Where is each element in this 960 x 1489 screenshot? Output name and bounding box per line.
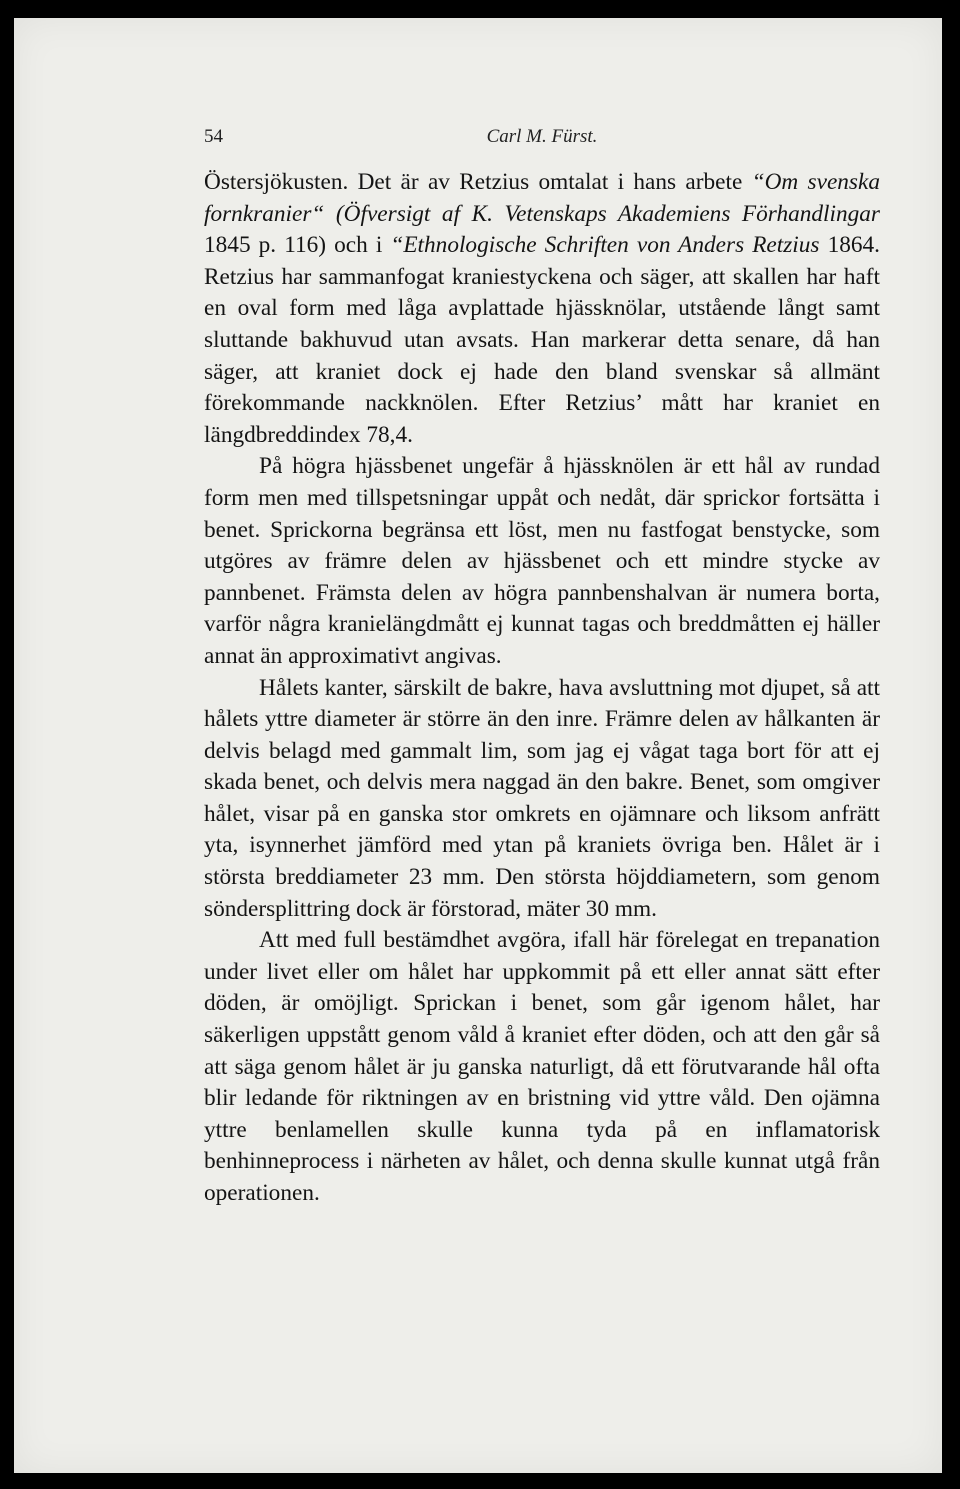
book-page: [14, 18, 942, 1473]
paragraph-1: [204, 167, 880, 451]
p1-text-a: Östersjökusten. Det är av Retzius omtalat i hans arbete: [204, 169, 752, 195]
running-head: Carl M. Fürst.: [486, 126, 598, 147]
paragraph-2: På högra hjässbenet ungefär å hjässknölen är ett hål av rundad form men med tillspetsningar uppåt och nedåt, där sprickor fortsätta i benet. Sprickorna begränsa ett löst, men nu fastfogat benstycke, som utgöres av främre delen av hjässbenet och ett mindre stycke av pannbenet. Främsta delen av högra pannbenshalvan är numera borta, varför några kranielängdmått ej kunnat tagas och breddmåtten ej häller annat än approximativt angivas.: [204, 453, 880, 669]
paragraph-3: Hålets kanter, särskilt de bakre, hava avsluttning mot djupet, så att hålets yttre diameter är större än den inre. Främre delen av hålkanten är delvis belagd med gammalt lim, som jag ej vågat taga bort för att ej skada benet, och delvis mera naggad än den bakre. Benet, som omgiver hålet, visar på en ganska stor omkrets en ojämnare och liksom anfrätt yta, isynnerhet jämförd med ytan på kraniets övriga ben. Hålet är i största breddiameter 23 mm. Den största höjddiametern, som genom söndersplittring dock är förstorad, mäter 30 mm.: [204, 674, 880, 922]
page-number: 54: [204, 126, 223, 147]
p1-text-b: 1845 p. 116) och i: [204, 232, 391, 259]
paragraph-4: Att med full bestämdhet avgöra, ifall här förelegat en trepanation under livet eller om hålet har uppkommit på ett eller annat sätt efter döden, är omöjligt. Sprickan i benet, som går igenom hålet, har säkerligen uppstått genom våld å kraniet efter döden, och att den går så att säga genom hålet är ju ganska naturligt, då ett förutvarande hål ofta blir ledande för riktningen av en bristning vid yttre våld. Den ojämna yttre benlamellen skulle kunna tyda på en inflamatorisk benhinneprocess i närheten av hålet, och denna skulle kunnat utgå från operationen.: [204, 927, 880, 1206]
body-text: [204, 167, 880, 1210]
page-header: [204, 126, 880, 156]
p1-citation-2: “Ethnologische Schriften von Anders Retzius: [390, 232, 820, 259]
p1-citation-1: “Om svenska fornkranier“ (Öfversigt af K. Vetenskaps Akademiens Förhandlingar: [204, 169, 880, 227]
p1-text-c: 1864. Retzius har sammanfogat kraniestyckena och säger, att skallen har haft en oval form med låga avplattade hjässknölar, utstående långt samt sluttande bakhuvud utan avsats. Han markerar detta senare, då han säger, att kraniet dock ej hade den bland svenskar så allmänt förekommande nackknölen. Efter Retzius’ mått har kraniet en längdbreddindex 78,4.: [204, 232, 880, 448]
